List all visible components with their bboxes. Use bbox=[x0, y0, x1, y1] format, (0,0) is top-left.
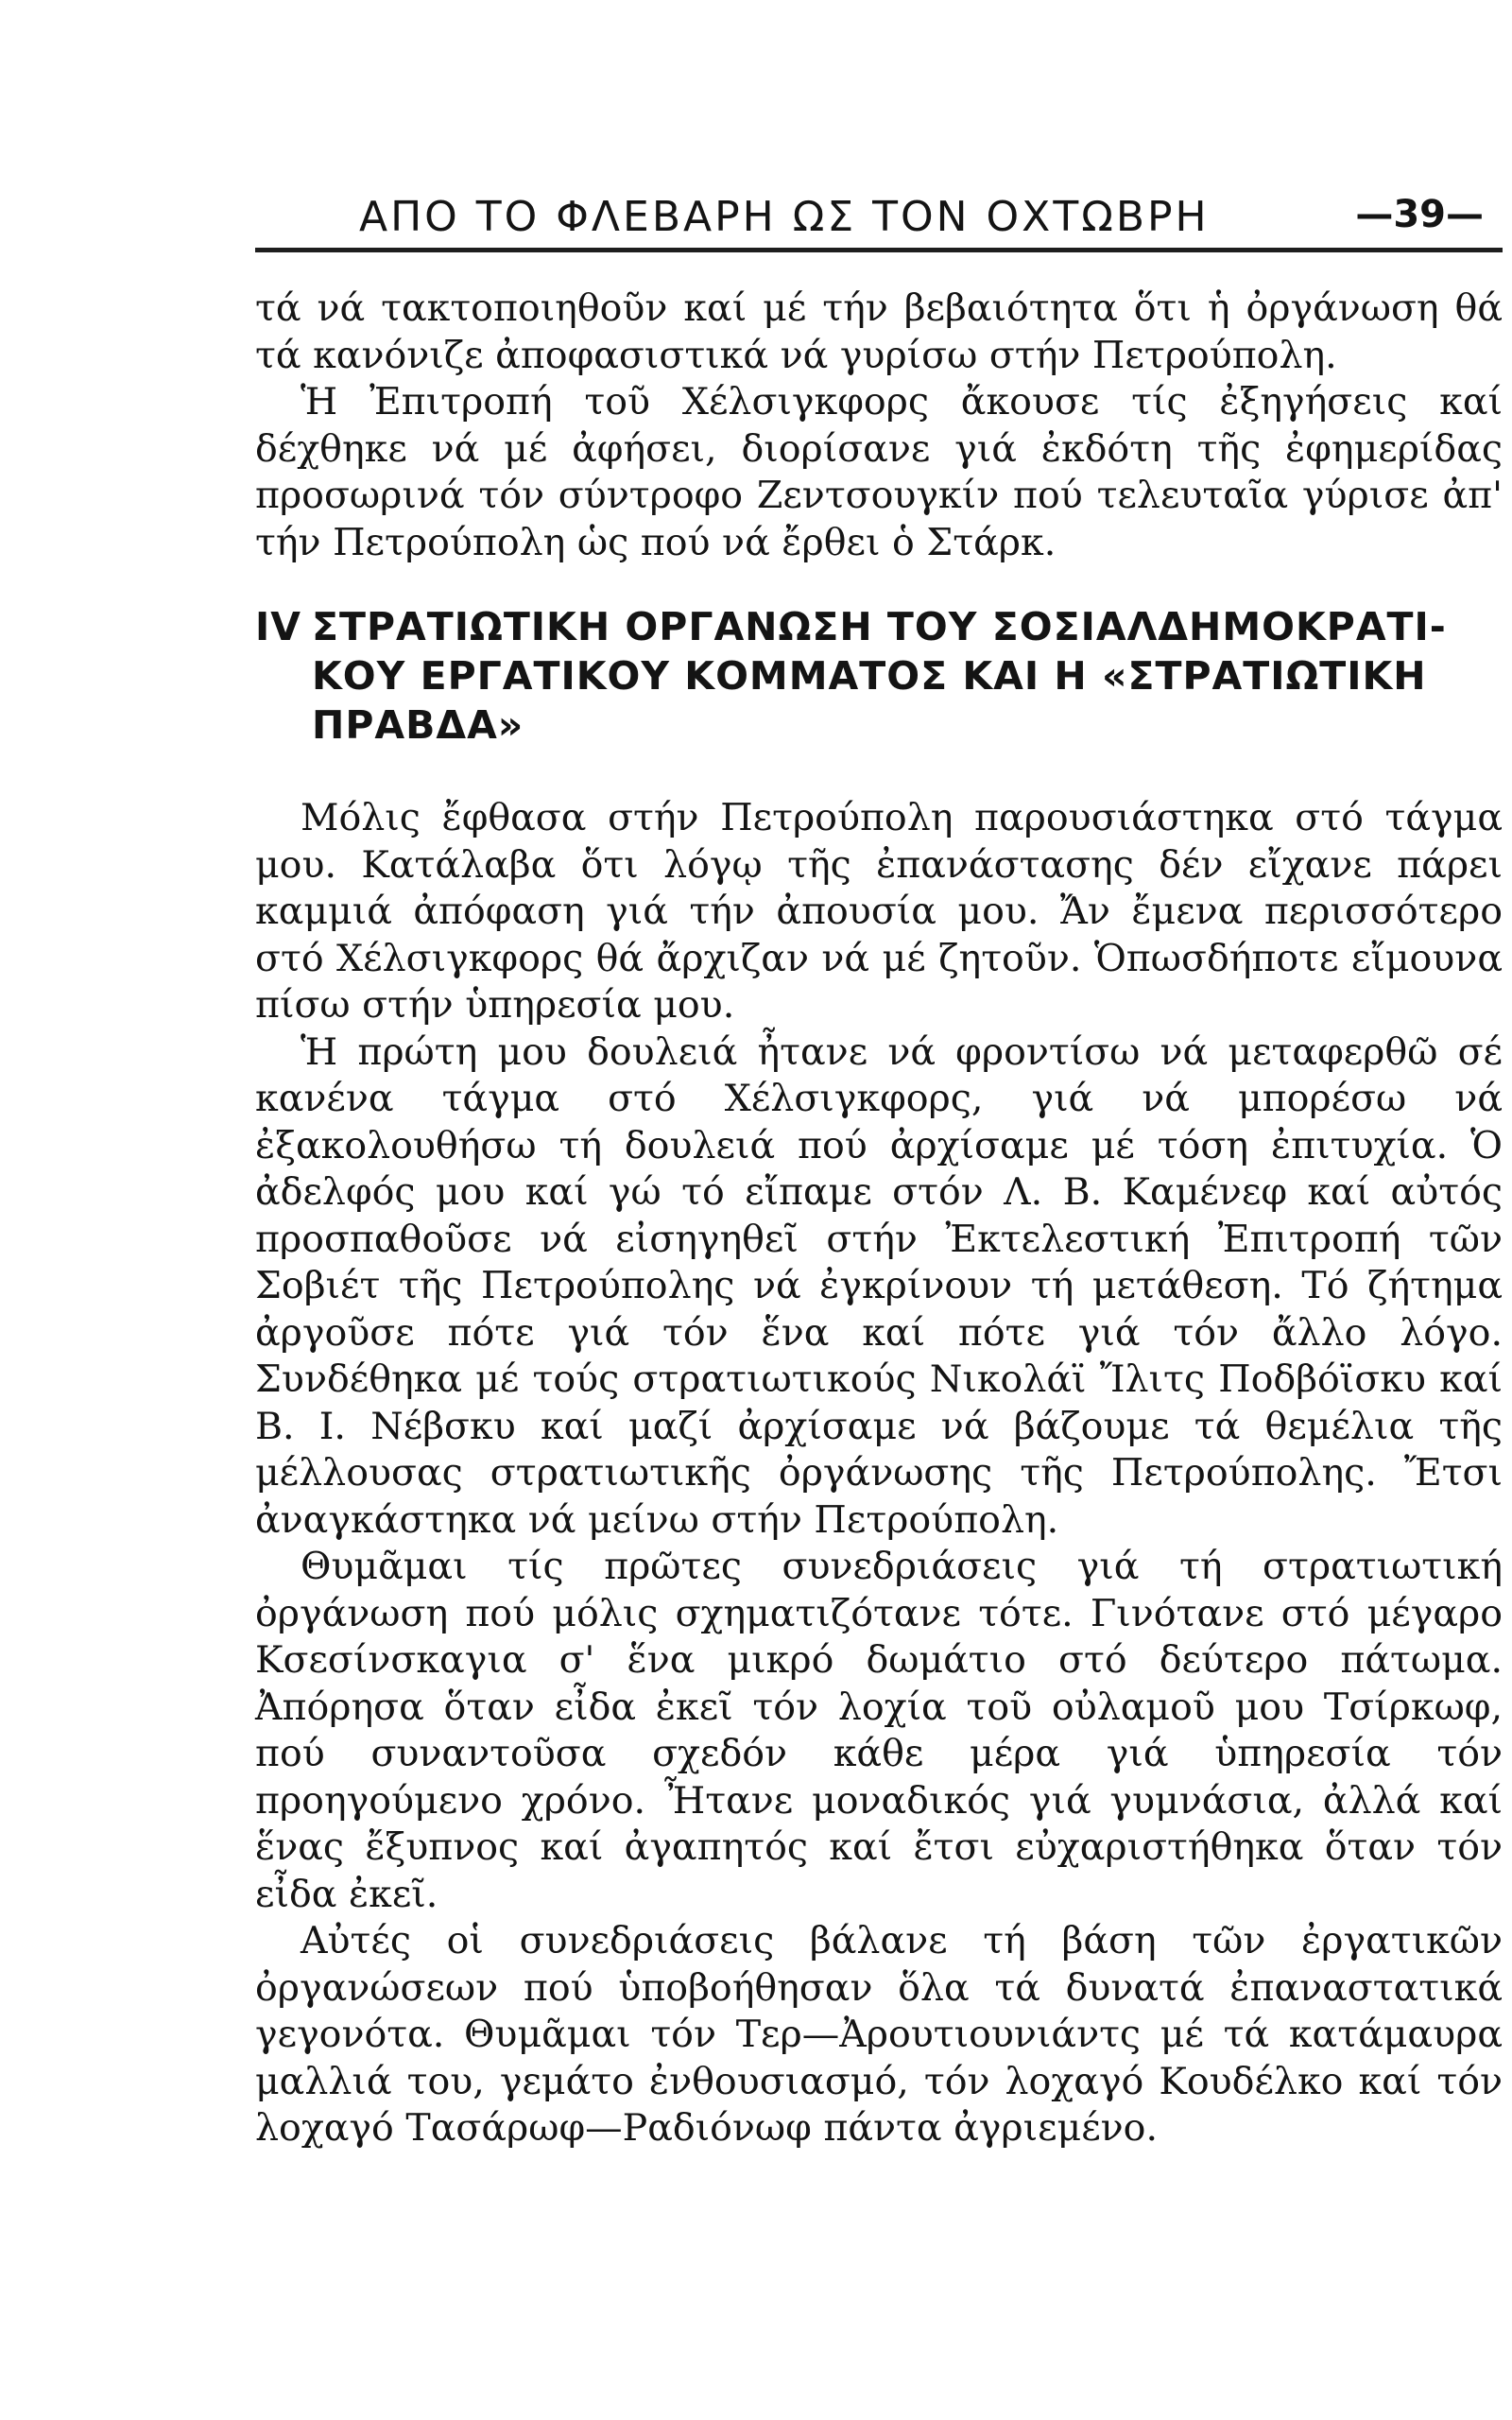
section-title-line: ΣΤΡΑΤΙΩΤΙΚΗ ΟΡΓΑΝΩΣΗ ΤΟΥ ΣΟΣΙΑΛΔΗΜΟΚΡΑΤΙ- bbox=[312, 604, 1447, 649]
section-heading bbox=[255, 602, 1503, 750]
text-body bbox=[255, 285, 1503, 2152]
paragraph: Θυμᾶμαι τίς πρῶτες συνεδριάσεις γιά τή στρατιωτική ὀργάνωση πού μόλις σχηματιζότανε τότε. Γινότανε στό μέγαρο Κσεσίνσκαγια σ' ἕνα μικρό δωμάτιο στό δεύτερο πάτωμα. Ἀπόρησα ὅταν εἶδα ἐκεῖ τόν λοχία τοῦ οὐλαμοῦ μου Τσίρκωφ, πού συναντοῦσα σχεδόν κάθε μέρα γιά ὑπηρεσία τόν προηγούμενο χρόνο. Ἦτανε μοναδικός γιά γυμνάσια, ἀλλά καί ἕνας ἔξυπνος καί ἀγαπητός καί ἔτσι εὐχαριστήθηκα ὅταν τόν εἶδα ἐκεῖ. bbox=[255, 1545, 1503, 1916]
paragraph: Μόλις ἔφθασα στήν Πετρούπολη παρουσιάστηκα στό τάγμα μου. Κατάλαβα ὅτι λόγῳ τῆς ἐπανάστασης δέν εἴχανε πάρει καμμιά ἀπόφαση γιά τήν ἀπουσία μου. Ἄν ἔμενα περισσότερο στό Χέλσιγκφορς θά ἄρχιζαν νά μέ ζητοῦν. Ὁπωσδήποτε εἴμουνα πίσω στήν ὑπηρεσία μου. bbox=[255, 796, 1503, 1027]
section-title-line: ΚΟΥ ΕΡΓΑΤΙΚΟΥ ΚΟΜΜΑΤΟΣ ΚΑΙ Η «ΣΤΡΑΤΙΩΤΙΚΗ bbox=[312, 653, 1427, 699]
paragraph-continued: τά νά τακτοποιηθοῦν καί μέ τήν βεβαιότητα ὅτι ἡ ὀργάνωση θά τά κανόνιζε ἀποφασιστικά νά γυρίσω στήν Πετρούπολη. bbox=[255, 286, 1503, 377]
header-title: ΑΠΟ ΤΟ ΦΛΕΒΑΡΗ ΩΣ ΤΟΝ ΟΧΤΩΒΡΗ bbox=[359, 193, 1210, 241]
paragraph: Ἡ Ἐπιτροπή τοῦ Χέλσιγκφορς ἄκουσε τίς ἐξηγήσεις καί δέχθηκε νά μέ ἀφήσει, διορίσανε γιά ἐκδότη τῆς ἐφημερίδας προσωρινά τόν σύντροφο Ζεντσουγκίν πού τελευταῖα γύρισε ἀπ' τήν Πετρούπολη ὡς πού νά ἔρθει ὁ Στάρκ. bbox=[255, 380, 1503, 564]
section-title-line: ΠΡΑΒΔΑ» bbox=[312, 702, 524, 748]
running-header bbox=[255, 189, 1503, 255]
page-number: —39— bbox=[1355, 193, 1484, 236]
paragraph: Αὐτές οἱ συνεδριάσεις βάλανε τή βάση τῶν ἐργατικῶν ὀργανώσεων πού ὑποβοήθησαν ὅλα τά δυνατά ἐπαναστατικά γεγονότα. Θυμᾶμαι τόν Τερ—Ἀρουτιουνιάντς μέ τά κατάμαυρα μαλλιά του, γεμάτο ἐνθουσιασμό, τόν λοχαγό Κουδέλκο καί τόν λοχαγό Τασάρωφ—Ραδιόνωφ πάντα ἀγριεμένο. bbox=[255, 1919, 1503, 2150]
section-number: IV bbox=[255, 604, 301, 649]
header-rule bbox=[255, 248, 1503, 252]
paragraph: Ἡ πρώτη μου δουλειά ἦτανε νά φροντίσω νά μεταφερθῶ σέ κανένα τάγμα στό Χέλσιγκφορς, γιά νά μπορέσω νά ἐξακολουθήσω τή δουλειά πού ἀρχίσαμε μέ τόση ἐπιτυχία. Ὁ ἀδελφός μου καί γώ τό εἴπαμε στόν Λ. Β. Καμένεφ καί αὐτός προσπαθοῦσε νά εἰσηγηθεῖ στήν Ἐκτελεστική Ἐπιτροπή τῶν Σοβιέτ τῆς Πετρούπολης νά ἐγκρίνουν τή μετάθεση. Τό ζήτημα ἀργοῦσε πότε γιά τόν ἕνα καί πότε γιά τόν ἄλλο λόγο. Συνδέθηκα μέ τούς στρατιωτικούς Νικολάϊ Ἴλιτς Ποδβόϊσκυ καί Β. Ι. Νέβσκυ καί μαζί ἀρχίσαμε νά βάζουμε τά θεμέλια τῆς μέλλουσας στρατιωτικῆς ὀργάνωσης τῆς Πετρούπολης. Ἔτσι ἀναγκάστηκα νά μείνω στήν Πετρούπολη. bbox=[255, 1029, 1503, 1542]
